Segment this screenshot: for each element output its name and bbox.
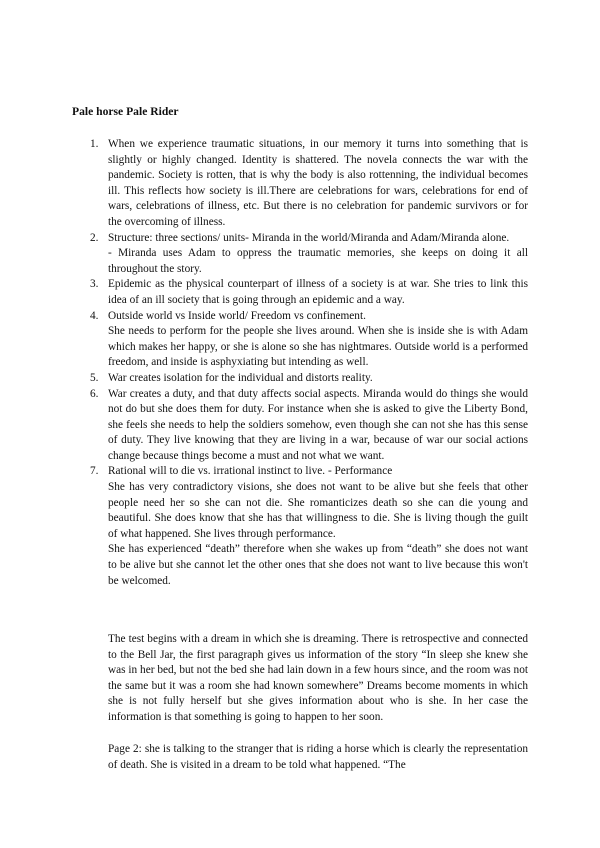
notes-list bbox=[90, 137, 528, 589]
document-title: Pale horse Pale Rider bbox=[72, 105, 179, 118]
list-item bbox=[90, 464, 528, 589]
list-number: 4. bbox=[90, 309, 99, 322]
list-number: 2. bbox=[90, 231, 99, 244]
list-item bbox=[90, 137, 528, 231]
list-item bbox=[90, 231, 528, 278]
list-item bbox=[90, 277, 528, 308]
list-subtext: - Miranda uses Adam to oppress the traumatic memories, she keeps on doing it all throughout the story. bbox=[108, 247, 528, 275]
list-item bbox=[90, 371, 528, 387]
list-subtext: She needs to perform for the people she lives around. When she is inside she is with Adam which makes her happy, or she is alone so she has nightmares. Outside world is a performed freedom, and inside is asphyxiating but intending as well. bbox=[108, 325, 528, 369]
list-text: Epidemic as the physical counterpart of illness of a society is at war. She tries to link this idea of an ill society that is going through an epidemic and a way. bbox=[108, 278, 528, 306]
list-text: Outside world vs Inside world/ Freedom vs confinement. bbox=[108, 309, 366, 322]
list-subtext: She has very contradictory visions, she does not want to be alive but she feels that other people need her so she can not die. She romanticizes death so she can die young and beautiful. She does know that she has that willingness to die. She is living though the guilt of what happened. She lives through performance. bbox=[108, 481, 528, 540]
list-text: Structure: three sections/ units- Miranda in the world/Miranda and Adam/Miranda alone. bbox=[108, 231, 510, 244]
list-item bbox=[90, 309, 528, 371]
list-text: Rational will to die vs. irrational instinct to live. - Performance bbox=[108, 465, 393, 478]
body-paragraph: The test begins with a dream in which she is dreaming. There is retrospective and connected to the Bell Jar, the first paragraph gives us information of the story “In sleep she knew she was in her bed, but not the bed she had lain down in a few hours since, and the room was not the same but it was a room she had known somewhere” Dreams become moments in which she is not fully herself but she gives information about who is she. In her case the information is that something is going to happen to her soon. bbox=[108, 633, 528, 723]
list-number: 5. bbox=[90, 371, 99, 384]
list-subtext: She has experienced “death” therefore when she wakes up from “death” she does not want to be alive but she cannot let the other ones that she does not want to live because this won't be welcomed. bbox=[108, 543, 528, 587]
list-text: War creates isolation for the individual and distorts reality. bbox=[108, 371, 373, 384]
body-paragraph: Page 2: she is talking to the stranger that is riding a horse which is clearly the representation of death. She is visited in a dream to be told what happened. “The bbox=[108, 743, 528, 771]
list-text: When we experience traumatic situations, in our memory it turns into something that is slightly or highly changed. Identity is shattered. The novela connects the war with the pandemic. Society is rotten, that is why the body is also rottenning, the individual becomes ill. This reflects how society is ill.There are celebrations for wars, celebrations for end of wars, celebrations of illness, etc. But there is no celebration for pandemic survivors or for the overcoming of illness. bbox=[108, 138, 528, 228]
list-item bbox=[90, 387, 528, 465]
list-text: War creates a duty, and that duty affects social aspects. Miranda would do things she would not do but she does them for duty. For instance when she is asked to give the Liberty Bond, she feels she needs to help the soldiers somehow, even though she can not she has this sense of duty. They live knowing that they are living in a war, because of war our social actions change because things become a must and not what we want. bbox=[108, 387, 528, 462]
list-number: 7. bbox=[90, 465, 99, 478]
list-number: 1. bbox=[90, 138, 99, 150]
list-number: 3. bbox=[90, 278, 99, 291]
list-number: 6. bbox=[90, 387, 99, 400]
